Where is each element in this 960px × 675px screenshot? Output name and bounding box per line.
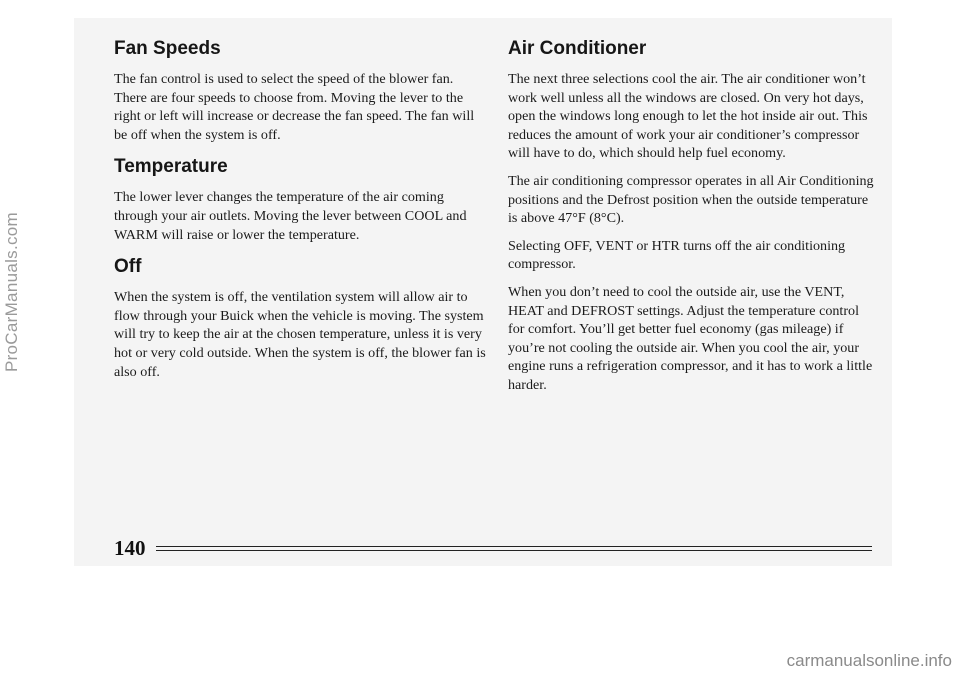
- manual-page: [74, 18, 892, 566]
- bottom-watermark: carmanualsonline.info: [786, 651, 952, 670]
- side-watermark: ProCarManuals.com: [2, 212, 21, 373]
- left-column: [114, 38, 486, 390]
- section-air-conditioner: [508, 38, 878, 395]
- heading-air-conditioner: Air Conditioner: [508, 38, 647, 59]
- heading-off: Off: [114, 256, 142, 278]
- paragraph-ac-3: Selecting OFF, VENT or HTR turns off the air conditioning compressor.: [508, 237, 846, 273]
- paragraph-off: When the system is off, the ventilation system will allow air to flow through your Buick when the vehicle is moving. The system will try to keep the air at the chosen temperature, unless it is very hot or very cold outside. When the system is off, the blower fan is also off.: [114, 289, 486, 380]
- page-footer: [114, 536, 872, 560]
- footer-rule-bottom: [156, 550, 872, 551]
- page-number: 140: [114, 536, 146, 560]
- paragraph-ac-4: When you don’t need to cool the outside air, use the VENT, HEAT and DEFROST settings. Adjust the temperature control for comfort. You’ll get better fuel economy (gas mileage) if you’re not cooling the outside air. When you cool the air, your engine runs a refrigeration compressor, and it has to work a little harder.: [508, 283, 873, 393]
- footer-rule-top: [156, 546, 872, 547]
- paragraph-ac-2: The air conditioning compressor operates in all Air Conditioning positions and the Defrost position when the outside temperature is above 47°F (8°C).: [508, 172, 874, 227]
- heading-temperature: Temperature: [114, 156, 228, 178]
- paragraph-fan-speeds: The fan control is used to select the speed of the blower fan. There are four speeds to choose from. Moving the lever to the right or left will increase or decrease the fan speed. The fan will be off when the system is off.: [114, 71, 475, 143]
- section-temperature: [114, 156, 486, 244]
- paragraph-temperature: The lower lever changes the temperature of the air coming through your air outlets. Moving the lever between COOL and WARM will raise or lower the temperature.: [114, 189, 467, 243]
- section-fan-speeds: [114, 38, 486, 144]
- heading-fan-speeds: Fan Speeds: [114, 38, 221, 59]
- paragraph-ac-1: The next three selections cool the air. The air conditioner won’t work well unless all the windows are closed. On very hot days, open the windows long enough to let the hot inside air out. This reduces the amount of work your air conditioner’s compressor will have to do, which should help fuel economy.: [508, 71, 868, 162]
- right-column: [508, 38, 878, 404]
- section-off: [114, 256, 486, 381]
